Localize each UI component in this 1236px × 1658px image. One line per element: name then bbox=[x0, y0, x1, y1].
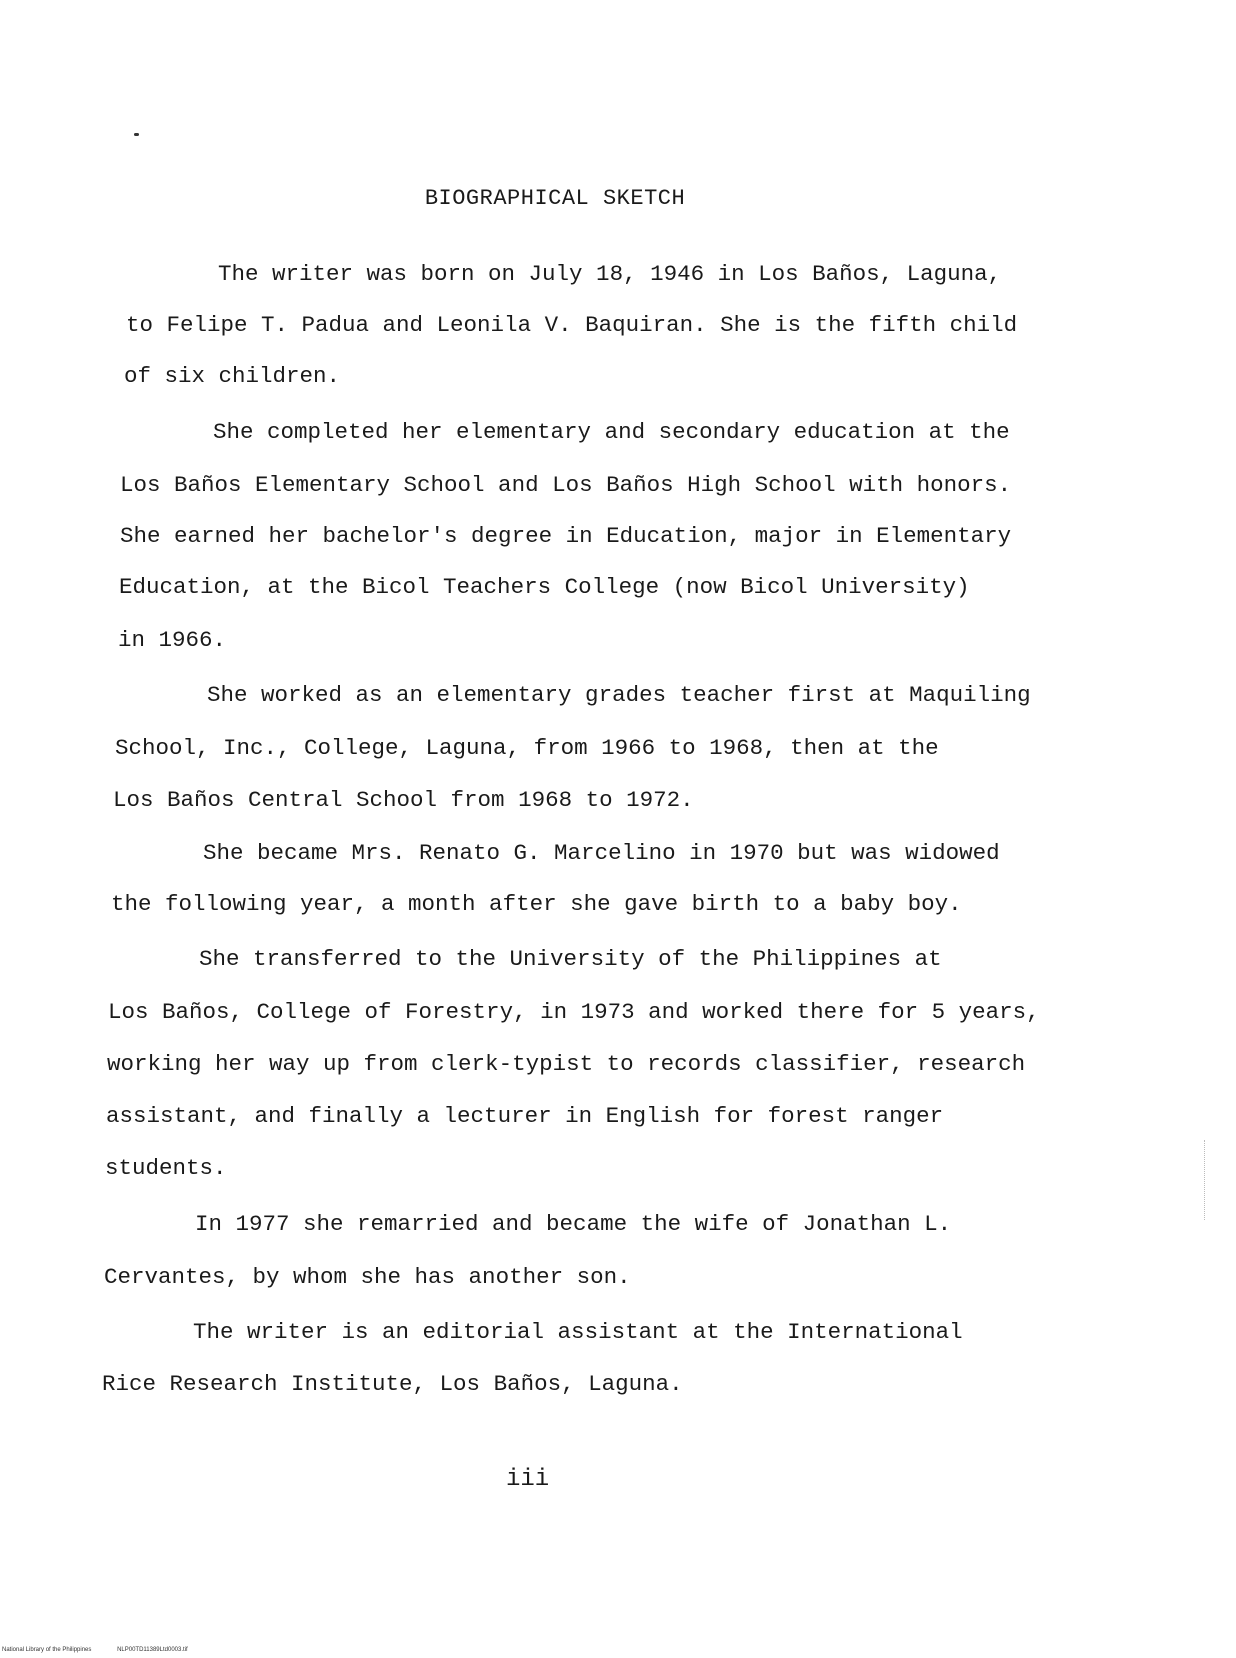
text-line: The writer is an editorial assistant at the International bbox=[193, 1319, 963, 1345]
page-number: iii bbox=[506, 1466, 550, 1493]
text-line: She became Mrs. Renato G. Marcelino in 1970 but was widowed bbox=[203, 840, 1000, 866]
text-line: In 1977 she remarried and became the wife of Jonathan L. bbox=[195, 1211, 952, 1237]
text-line: The writer was born on July 18, 1946 in Los Baños, Laguna, bbox=[218, 261, 1002, 287]
text-line: Los Baños Central School from 1968 to 1972. bbox=[113, 787, 694, 813]
footer-library: National Library of the Philippines bbox=[2, 1647, 92, 1653]
text-line: Cervantes, by whom she has another son. bbox=[104, 1264, 631, 1290]
scan-speck bbox=[134, 133, 139, 136]
footer-file: NLP00TD11389Ltd0003.tif bbox=[117, 1647, 188, 1653]
text-line: in 1966. bbox=[118, 627, 227, 653]
scan-footer bbox=[2, 1647, 212, 1653]
text-line: She completed her elementary and secondary education at the bbox=[213, 419, 1010, 445]
text-line: Rice Research Institute, Los Baños, Laguna. bbox=[102, 1371, 683, 1397]
text-line: Los Baños Elementary School and Los Baños High School with honors. bbox=[120, 472, 1012, 498]
text-line: of six children. bbox=[124, 363, 341, 389]
text-line: assistant, and finally a lecturer in English for forest ranger bbox=[106, 1103, 944, 1129]
text-line: working her way up from clerk-typist to records classifier, research bbox=[107, 1051, 1026, 1077]
text-line: She transferred to the University of the Philippines at bbox=[199, 946, 942, 972]
text-line: Education, at the Bicol Teachers College (now Bicol University) bbox=[119, 574, 970, 600]
scan-edge-marks bbox=[1204, 1140, 1206, 1220]
text-line: the following year, a month after she gave birth to a baby boy. bbox=[111, 891, 962, 917]
text-line: Los Baños, College of Forestry, in 1973 and worked there for 5 years, bbox=[108, 999, 1040, 1025]
text-line: She worked as an elementary grades teacher first at Maquiling bbox=[207, 682, 1031, 708]
text-line: to Felipe T. Padua and Leonila V. Baquiran. She is the fifth child bbox=[126, 312, 1018, 338]
page-title: BIOGRAPHICAL SKETCH bbox=[424, 186, 686, 211]
text-line: She earned her bachelor's degree in Education, major in Elementary bbox=[120, 523, 1012, 549]
text-line: School, Inc., College, Laguna, from 1966 to 1968, then at the bbox=[115, 735, 939, 761]
text-line: students. bbox=[105, 1155, 227, 1181]
